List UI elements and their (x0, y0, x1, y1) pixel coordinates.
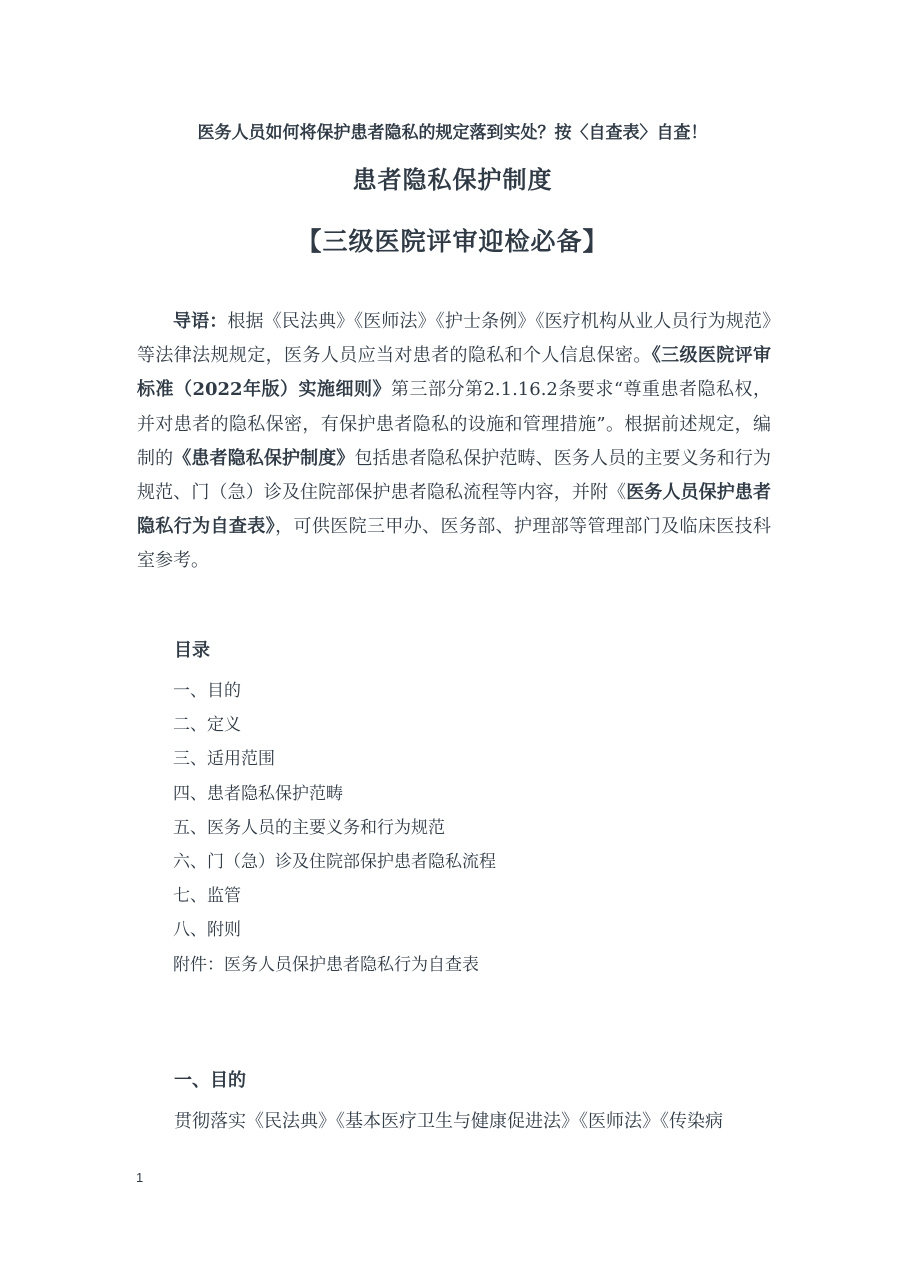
intro-text: 第三部分第2.1.16.2条要求“尊重患者隐私权，并对患者的隐私保密，有保护患者隐私的设施和管理措施”。根据前述规定，编制的 (137, 379, 771, 469)
page-number: 1 (136, 1170, 144, 1185)
toc-item[interactable]: 附件：医务人员保护患者隐私行为自查表 (173, 954, 479, 975)
section-body-text: 贯彻落实《民法典》《基本医疗卫生与健康促进法》《医师法》《传染病 (174, 1111, 723, 1132)
document-headline: 医务人员如何将保护患者隐私的规定落到实处？按〈自查表〉自查！ (197, 123, 708, 143)
toc-item[interactable]: 三、适用范围 (173, 749, 275, 770)
toc-item[interactable]: 八、附则 (173, 920, 241, 941)
document-title: 患者隐私保护制度 (352, 165, 553, 194)
document-subtitle: 【三级医院评审迎检必备】 (296, 227, 609, 256)
intro-text: 根据《民法典》《医师法》《护士条例》《医疗机构从业人员行为规范》等法律法规规定，医务人员应当对患者的隐私和个人信息保密。 (137, 311, 772, 367)
intro-policy-ref: 《患者隐私保护制度》 (173, 447, 355, 469)
intro-text: ，可供医院三甲办、医务部、护理部等管理部门及临床医技科室参考。 (137, 516, 772, 572)
toc-item[interactable]: 四、患者隐私保护范畴 (173, 783, 343, 804)
toc-item[interactable]: 一、目的 (173, 681, 241, 701)
toc-item[interactable]: 二、定义 (173, 715, 241, 736)
intro-lead-label: 导语： (173, 311, 228, 332)
toc-heading: 目录 (174, 640, 210, 661)
intro-checklist-ref: 医务人员保护患者隐私行为自查表》 (137, 482, 772, 538)
intro-text: 包括患者隐私保护范畴、医务人员的主要义务和行为规范、门（急）诊及住院部保护患者隐私流程等内容，并附《 (137, 447, 772, 504)
toc-item[interactable]: 七、监管 (173, 886, 241, 907)
table-of-contents (173, 678, 496, 986)
toc-item[interactable]: 五、医务人员的主要义务和行为规范 (173, 817, 445, 838)
toc-item[interactable]: 六、门（急）诊及住院部保护患者隐私流程 (173, 851, 496, 872)
intro-paragraph (137, 305, 771, 579)
intro-standard-ref: 《三级医院评审标准（2022年版）实施细则》 (137, 345, 771, 401)
section-heading: 一、目的 (174, 1070, 246, 1091)
